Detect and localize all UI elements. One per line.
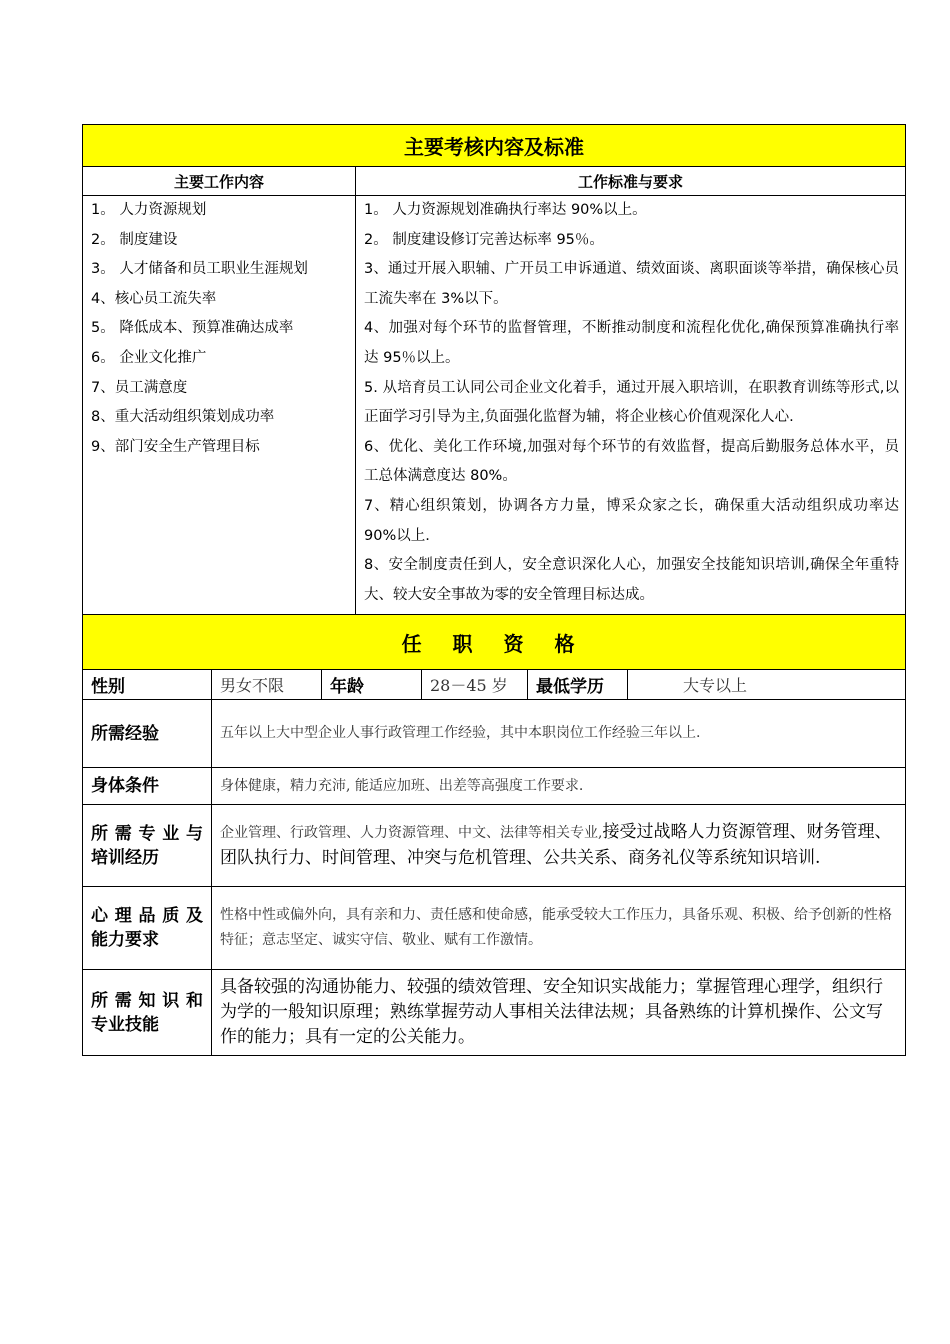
skills-label-line1: 所需知识和 bbox=[91, 990, 203, 1011]
education-value: 大专以上 bbox=[628, 670, 906, 700]
section2-title: 任 职 资 格 bbox=[83, 615, 906, 670]
qualification-table bbox=[82, 614, 906, 1056]
gender-value: 男女不限 bbox=[212, 670, 322, 700]
standards-list bbox=[356, 196, 906, 615]
training-label bbox=[83, 805, 212, 887]
assessment-sheet bbox=[82, 124, 905, 1056]
training-label-line1: 所需专业与 bbox=[91, 823, 203, 844]
list-item: 7、员工满意度 bbox=[91, 379, 188, 396]
training-value bbox=[212, 805, 906, 887]
training-courses: 接受过战略人力资源管理、财务管理、团队执行力、时间管理、冲突与危机管理、公共关系、商务礼仪等系统知识培训. bbox=[220, 821, 892, 868]
training-label-line2: 培训经历 bbox=[91, 847, 159, 868]
standard-item: 3、通过开展入职辅、广开员工申诉通道、绩效面谈、离职面谈等举措，确保核心员工流失率在 3%以下。 bbox=[364, 261, 899, 307]
standard-item: 2。 制度建设修订完善达标率 95％。 bbox=[364, 231, 604, 248]
standard-item: 6、优化、美化工作环境,加强对每个环节的有效监督，提高后勤服务总体水平，员工总体满意度达 80%。 bbox=[364, 438, 899, 485]
work-items-list bbox=[83, 196, 356, 615]
experience-label: 所需经验 bbox=[83, 700, 212, 768]
gender-label: 性别 bbox=[83, 670, 212, 700]
standard-item: 1。 人力资源规划准确执行率达 90%以上。 bbox=[364, 202, 647, 218]
list-item: 8、重大活动组织策划成功率 bbox=[91, 409, 275, 426]
list-item: 3。 人才储备和员工职业生涯规划 bbox=[91, 261, 308, 278]
list-item: 2。 制度建设 bbox=[91, 231, 178, 248]
training-majors: 企业管理、行政管理、人力资源管理、中文、法律等相关专业, bbox=[220, 824, 603, 841]
psych-label-line1: 心理品质及 bbox=[91, 906, 203, 927]
psych-value: 性格中性或偏外向，具有亲和力、责任感和使命感，能承受较大工作压力，具备乐观、积极、给予创新的性格特征；意志坚定、诚实守信、敬业、赋有工作激情。 bbox=[212, 887, 906, 970]
physical-label: 身体条件 bbox=[83, 768, 212, 805]
col-header-work-content: 主要工作内容 bbox=[83, 167, 356, 196]
list-item: 1。 人力资源规划 bbox=[91, 202, 207, 218]
experience-value: 五年以上大中型企业人事行政管理工作经验，其中本职岗位工作经验三年以上. bbox=[212, 700, 906, 768]
skills-label-line2: 专业技能 bbox=[91, 1014, 159, 1035]
skills-value: 具备较强的沟通协能力、较强的绩效管理、安全知识实战能力；掌握管理心理学，组织行为学的一般知识原理；熟练掌握劳动人事相关法律法规；具备熟练的计算机操作、公文写作的能力；具有一定的公关能力。 bbox=[212, 970, 906, 1056]
list-item: 4、核心员工流失率 bbox=[91, 290, 217, 307]
psych-label bbox=[83, 887, 212, 970]
section1-title: 主要考核内容及标准 bbox=[83, 125, 906, 167]
standard-item: 7、精心组织策划，协调各方力量，博采众家之长，确保重大活动组织成功率达 90%以上. bbox=[364, 497, 899, 544]
age-label: 年龄 bbox=[322, 670, 422, 700]
education-label: 最低学历 bbox=[528, 670, 628, 700]
standard-item: 4、加强对每个环节的监督管理，不断推动制度和流程化优化,确保预算准确执行率达 95％以上。 bbox=[364, 320, 899, 366]
psych-label-line2: 能力要求 bbox=[91, 930, 159, 951]
skills-label bbox=[83, 970, 212, 1056]
list-item: 5。 降低成本、预算准确达成率 bbox=[91, 320, 294, 337]
standard-item: 5. 从培育员工认同公司企业文化着手，通过开展入职培训，在职教育训练等形式,以正面学习引导为主,负面强化监督为辅，将企业核心价值观深化人心. bbox=[364, 379, 899, 426]
age-value: 28－45 岁 bbox=[422, 670, 528, 700]
col-header-standards: 工作标准与要求 bbox=[356, 167, 906, 196]
physical-value: 身体健康，精力充沛, 能适应加班、出差等高强度工作要求. bbox=[212, 768, 906, 805]
assessment-table bbox=[82, 124, 906, 615]
list-item: 9、部门安全生产管理目标 bbox=[91, 438, 260, 455]
list-item: 6。 企业文化推广 bbox=[91, 349, 207, 366]
standard-item: 8、安全制度责任到人，安全意识深化人心，加强安全技能知识培训,确保全年重特大、较大安全事故为零的安全管理目标达成。 bbox=[364, 557, 899, 603]
